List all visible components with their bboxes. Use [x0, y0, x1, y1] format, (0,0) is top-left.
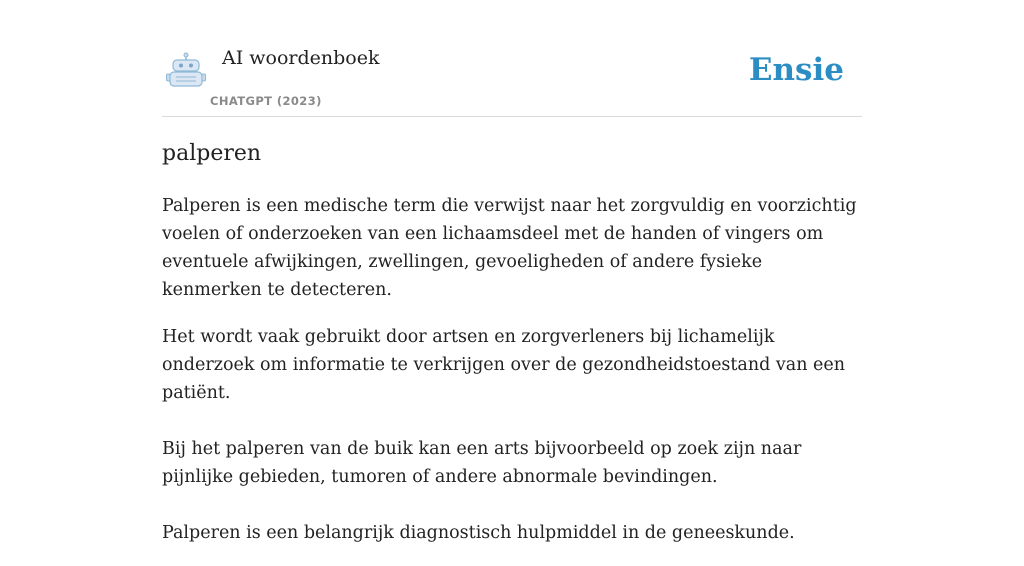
paragraph-spacer	[162, 510, 862, 519]
dictionary-title[interactable]: AI woordenboek	[222, 47, 380, 69]
paragraph-spacer	[162, 426, 862, 435]
ensie-logo[interactable]: Ensie	[748, 52, 844, 88]
entry-header	[162, 0, 862, 117]
definition-text	[162, 192, 862, 566]
definition-paragraph: Bij het palperen van de buik kan een arts bijvoorbeeld op zoek zijn naar pijnlijke gebieden, tumoren of andere abnormale bevindingen.	[162, 439, 802, 487]
definition-paragraph: Het wordt vaak gebruikt door artsen en zorgverleners bij lichamelijk onderzoek om informatie te verkrijgen over de gezondheidstoestand van een patiënt.	[162, 327, 846, 403]
source-label: CHATGPT (2023)	[210, 94, 322, 108]
entry-container	[162, 0, 862, 543]
definition-paragraph: Palperen is een medische term die verwijst naar het zorgvuldig en voorzichtig voelen of onderzoeken van een lichaamsdeel met de handen of vingers om eventuele afwijkingen, zwellingen, gevoeligheden of andere fysieke kenmerken te detecteren.	[162, 196, 857, 300]
robot-icon	[166, 52, 206, 88]
entry-word: palperen	[162, 141, 262, 166]
definition-paragraph: Palperen is een belangrijk diagnostisch hulpmiddel in de geneeskunde.	[162, 523, 795, 543]
